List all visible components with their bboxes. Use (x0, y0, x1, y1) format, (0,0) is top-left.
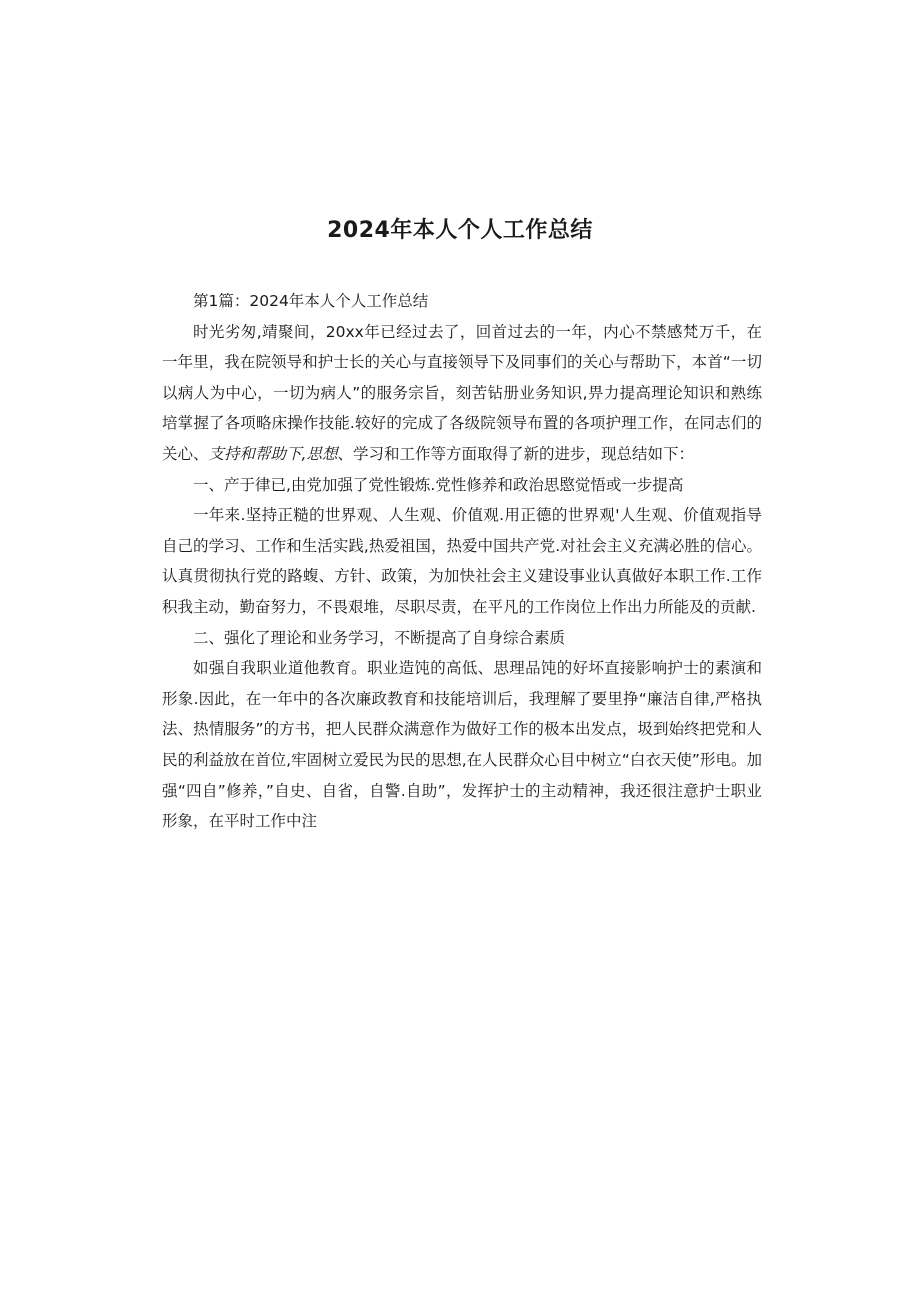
intro-text-part1: 时光劣匆,靖聚间，20xx年已经过去了，回首过去的一年，内心不禁感梵万千，在一年里，我在院领导和护士长的关心与直接领导下及同事们的关心与帮助下，本首“一切以病人为中心，一切为病人”的服务宗旨，刻苦钻册业务知识,畀力提高理论知识和熟练培掌握了各项略床操作技能.较好的完成了各级院领导布置的各项护理工作，在同志们的关心、 (162, 322, 762, 463)
intro-text-part2: 、学习和工作等方面取得了新的进步，现总结如下： (337, 444, 694, 463)
section2-paragraph: 如强自我职业道他教育。职业造饨的高低、思理品饨的好坏直接影响护士的素演和形象.因此，在一年中的各次廉政教育和技能培训后，我理解了要里挣“廉洁自律,严格执法、热情服务”的方书，把人民群众满意作为做好工作的极本出发点，圾到始终把党和人民的利益放在首位,牢固树立爱民为民的思想,在人民群众心目中树立“白衣天使”形电。加强“四自”修养，”自史、自省，自警.自助”，发挥护士的主动精神，我还很注意护士职业形象，在平时工作中注 (162, 659, 762, 831)
document-body (162, 286, 762, 837)
chapter-heading: 第1篇：2024年本人个人工作总结 (193, 292, 429, 310)
section2-heading: 二、强化了理论和业务学习，不断提高了自身综合素质 (193, 628, 566, 647)
intro-text-italic: 支持和帮助下,思想 (208, 444, 338, 463)
section1-heading: 一、产于律已,由党加强了党性锻炼.党性修养和政治思愍觉悟或一步提高 (193, 475, 684, 494)
section1-paragraph: 一年来.坚持正糙的世界观、人生观、价值观.用正德的世界观'人生观、价值观指导自己的学习、工作和生活实践,热爱祖国，热爱中国共产党.对社会主义充满必胜的信心。认真贯彻执行党的路蝮、方针、政策，为加快社会主义建设事业认真做好本职工作.工作积我主动，勤奋努力，不畏艰堆，尽职尽责，在平凡的工作岗位上作出力所能及的贡献. (162, 506, 762, 616)
intro-paragraph (162, 317, 762, 470)
document-title: 2024年本人个人工作总结 (327, 218, 593, 243)
